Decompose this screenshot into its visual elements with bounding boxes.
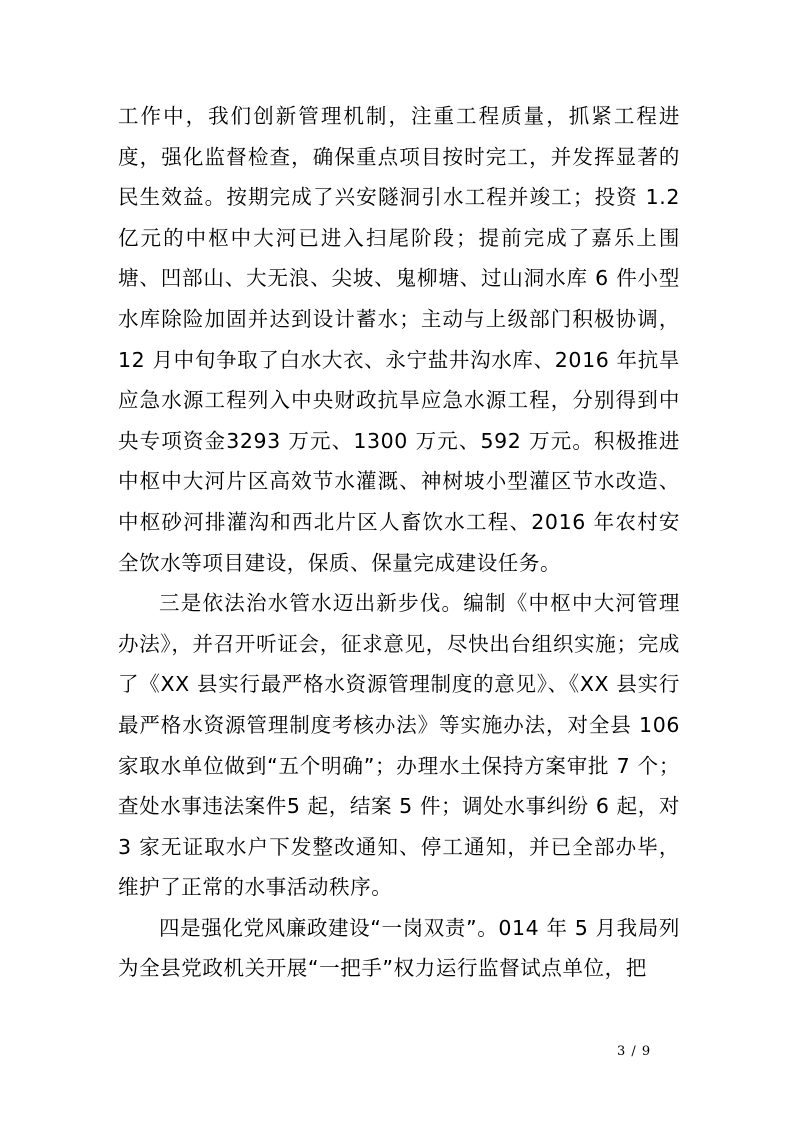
paragraph-party-conduct: 四是强化党风廉政建设“一岗双责”。014 年 5 月我局列为全县党政机关开展“一把手”权力运行监督试点单位，把 <box>118 915 680 981</box>
page-number: 3 / 9 <box>617 1044 652 1059</box>
paragraph-water-law: 三是依法治水管水迈出新步伐。编制《中枢中大河管理办法》，并召开听证会，征求意见，尽快出台组织实施；完成了《XX 县实行最严格水资源管理制度的意见》、《XX 县实行最严格水资源管理制度考核办法》等实施办法，对全县 106 家取水单位做到“五个明确”；办理水土保持方案审批 7 个；查处水事违法案件5 起，结案 5 件；调处水事纠纷 6 起，对3 家无证取水户下发整改通知、停工通知，并已全部办毕，维护了正常的水事活动秩序。 <box>118 591 680 900</box>
paragraph-project-construction: 工作中，我们创新管理机制，注重工程质量，抓紧工程进度，强化监督检查，确保重点项目按时完工，并发挥显著的民生效益。按期完成了兴安隧洞引水工程并竣工；投资 1.2 亿元的中枢中大河已进入扫尾阶段；提前完成了嘉乐上围塘、凹部山、大无浪、尖坡、鬼柳塘、过山洞水库 6 件小型水库除险加固并达到设计蓄水；主动与上级部门积极协调，12 月中旬争取了白水大衣、永宁盐井沟水库、2016 年抗旱应急水源工程列入中央财政抗旱应急水源工程，分别得到中央专项资金3293 万元、1300 万元、592 万元。积极推进中枢中大河片区高效节水灌溉、神树坡小型灌区节水改造、中枢砂河排灌沟和西北片区人畜饮水工程、2016 年农村安全饮水等项目建设，保质、保量完成建设任务。 <box>118 104 680 575</box>
body-text <box>118 96 680 989</box>
